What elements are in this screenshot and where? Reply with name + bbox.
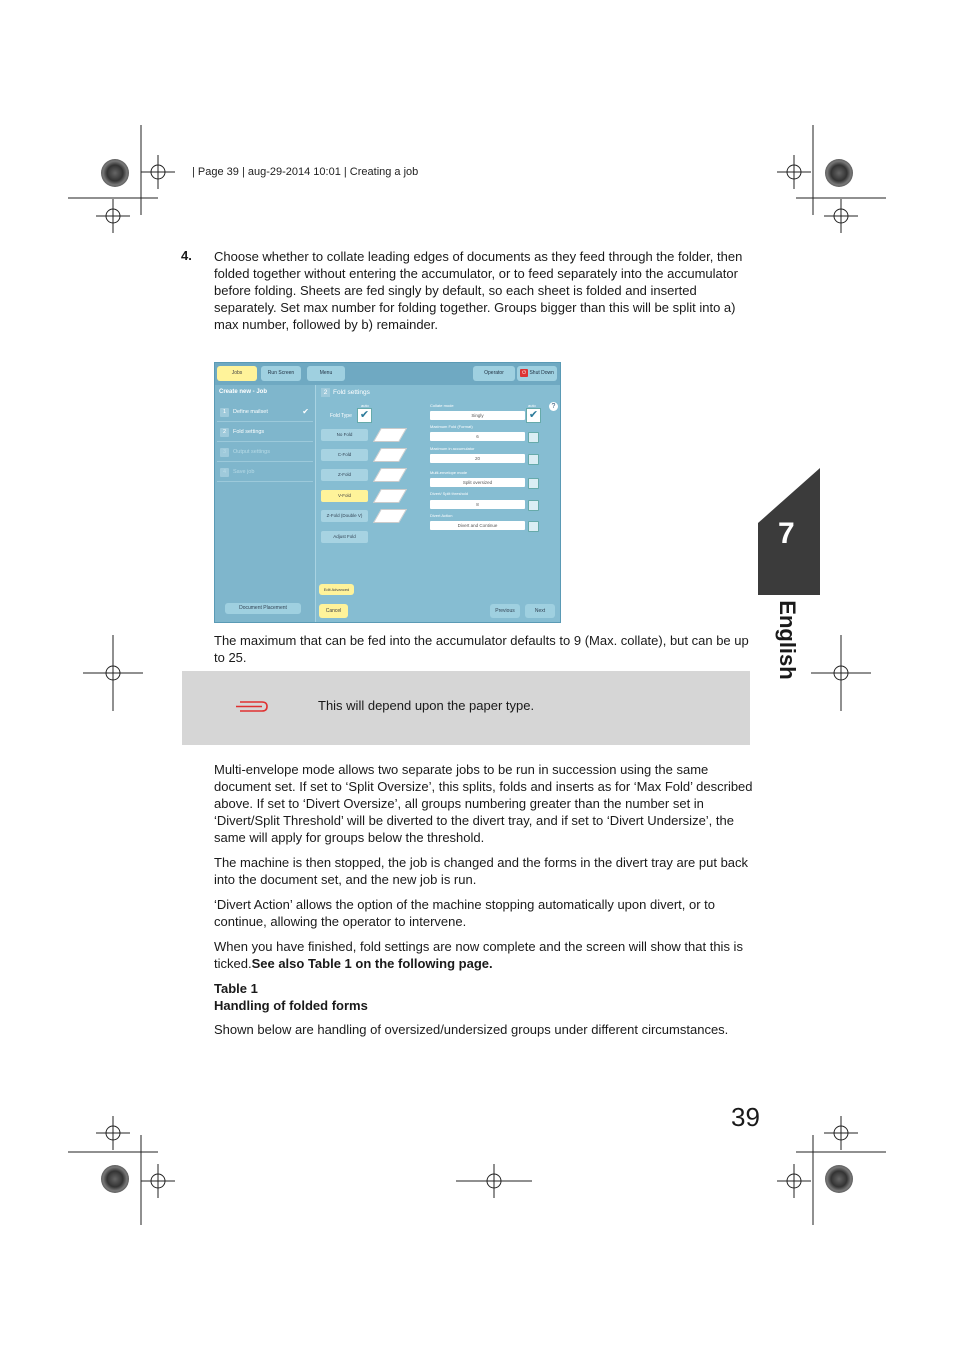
divert-threshold-label: Divert/ Split threshold <box>430 491 469 496</box>
table-heading-line1: Table 1 <box>214 981 258 996</box>
divert-threshold-keypad-icon[interactable] <box>528 500 539 511</box>
note-text: This will depend upon the paper type. <box>318 698 535 713</box>
multi-envelope-field[interactable]: Split oversized <box>430 478 525 487</box>
cancel-button[interactable]: Cancel <box>319 604 348 618</box>
fold-option-double-v[interactable]: Z-Fold (Double V) <box>321 510 368 522</box>
language-label: English <box>775 600 800 680</box>
menu-button[interactable]: Menu <box>307 366 345 381</box>
multi-envelope-list-icon[interactable] <box>528 478 539 489</box>
run-screen-button[interactable]: Run Screen <box>261 366 301 381</box>
v-fold-sheet-icon <box>373 489 407 503</box>
paragraph-multi-envelope: Multi-envelope mode allows two separate jobs to be run in succession using the same document set. If set to ‘Split Oversize’, this splits, folds and inserts as for ‘Max Fold’ described above. If set to ‘Divert Oversize’, all groups numbering greater than the number set in ‘Divert/Split Threshold’ will be diverted to the divert tray, and if set to ‘Divert Undersize’, the same will apply for groups below the threshold. <box>214 762 753 845</box>
divert-action-list-icon[interactable] <box>528 521 539 532</box>
max-accumulator-label: Maximum in accumulator <box>430 446 475 451</box>
step-item-output-settings[interactable]: 3 Output settings <box>217 443 313 462</box>
step-item-define-mailset[interactable]: 1 Define mailset ✔ <box>217 403 313 422</box>
fold-option-c-fold[interactable]: C-Fold <box>321 449 368 461</box>
collate-auto-checkbox[interactable]: ✔ <box>526 408 541 423</box>
max-accumulator-keypad-icon[interactable] <box>528 454 539 465</box>
paragraph-machine-stopped: The machine is then stopped, the job is changed and the forms in the divert tray are put back into the document set, and the new job is run. <box>214 855 749 887</box>
note-box <box>182 671 750 745</box>
max-fold-label: Maximum Fold (Format) <box>430 424 473 429</box>
main-paragraphs <box>214 761 754 1046</box>
table-heading <box>214 980 754 1014</box>
max-accumulator-field[interactable]: 20 <box>430 454 525 463</box>
page-number: 39 <box>731 1102 760 1132</box>
shut-down-button[interactable] <box>517 366 557 381</box>
chapter-number: 7 <box>778 517 795 550</box>
see-also-table-link: See also Table 1 on the following page. <box>251 956 493 971</box>
adjust-fold-button[interactable]: Adjust Fold <box>321 531 368 543</box>
help-icon[interactable]: ? <box>549 402 558 411</box>
auto-label: auto <box>528 403 536 408</box>
shut-down-label: Shut Down <box>529 370 554 376</box>
collate-mode-field[interactable]: Singly <box>430 411 525 420</box>
fold-type-auto-checkbox[interactable]: ✔ <box>357 408 372 423</box>
step-item-fold-settings[interactable]: 2 Fold settings <box>217 423 313 442</box>
fold-option-v-fold[interactable]: V-Fold <box>321 490 368 502</box>
check-icon: ✔ <box>302 407 309 416</box>
step-item-save-job[interactable]: 4 Save job <box>217 463 313 482</box>
z-fold-sheet-icon <box>373 468 407 482</box>
c-fold-sheet-icon <box>373 448 407 462</box>
chapter-tab <box>758 468 820 595</box>
fold-option-no-fold[interactable]: No Fold <box>321 429 368 441</box>
fold-settings-title: 2 Fold settings <box>321 388 370 397</box>
job-steps-panel <box>215 385 316 622</box>
operator-button[interactable]: Operator <box>473 366 515 381</box>
document-placement-button[interactable]: Document Placement <box>225 603 301 614</box>
collate-mode-label: Collate mode <box>430 403 454 408</box>
fold-option-z-fold[interactable]: Z-Fold <box>321 469 368 481</box>
step-text: Choose whether to collate leading edges of documents as they feed through the folder, then folded together without entering the accumulator, or to feed separately into the accumulator before folding. Sheets are fed singly by default, so each sheet is folded and inserted separately. Set max number for folding together. Groups bigger than this will be split into a) max number, followed by b) remainder. <box>214 249 743 332</box>
auto-label: auto <box>361 403 369 408</box>
paragraph-divert-action: ‘Divert Action’ allows the option of the machine stopping automatically upon divert, or to continue, allowing the operator to intervene. <box>214 897 716 929</box>
max-fold-keypad-icon[interactable] <box>528 432 539 443</box>
no-fold-sheet-icon <box>373 428 407 442</box>
next-button[interactable]: Next <box>525 604 555 618</box>
paragraph-finished <box>214 938 754 972</box>
fold-type-label: Fold Type <box>330 413 352 419</box>
divert-action-label: Divert Action <box>430 513 453 518</box>
fold-settings-screenshot <box>214 362 561 623</box>
accumulator-note: The maximum that can be fed into the accumulator defaults to 9 (Max. collate), but can be up to 25. <box>214 633 749 665</box>
finished-text: When you have finished, fold settings are now complete and the screen will show that this is ticked. <box>214 939 743 971</box>
jobs-button[interactable]: Jobs <box>217 366 257 381</box>
table-heading-line2: Handling of folded forms <box>214 998 368 1013</box>
max-fold-field[interactable]: 6 <box>430 432 525 441</box>
paperclip-icon <box>234 698 268 715</box>
table-intro: Shown below are handling of oversized/undersized groups under different circumstances. <box>214 1022 729 1037</box>
panel-title: Create new - Job <box>219 389 268 395</box>
multi-envelope-label: Multi-envelope mode <box>430 470 468 475</box>
previous-button[interactable]: Previous <box>490 604 520 618</box>
page-header: | Page 39 | aug-29-2014 10:01 | Creating a job <box>192 166 419 178</box>
edit-advanced-button[interactable]: Edit Advanced <box>319 584 354 595</box>
step-number: 4. <box>181 248 192 263</box>
divert-action-field[interactable]: Divert and Continue <box>430 521 525 530</box>
power-icon: ⏻ <box>520 369 528 377</box>
double-v-sheet-icon <box>373 509 407 523</box>
divert-threshold-field[interactable]: 8 <box>430 500 525 509</box>
